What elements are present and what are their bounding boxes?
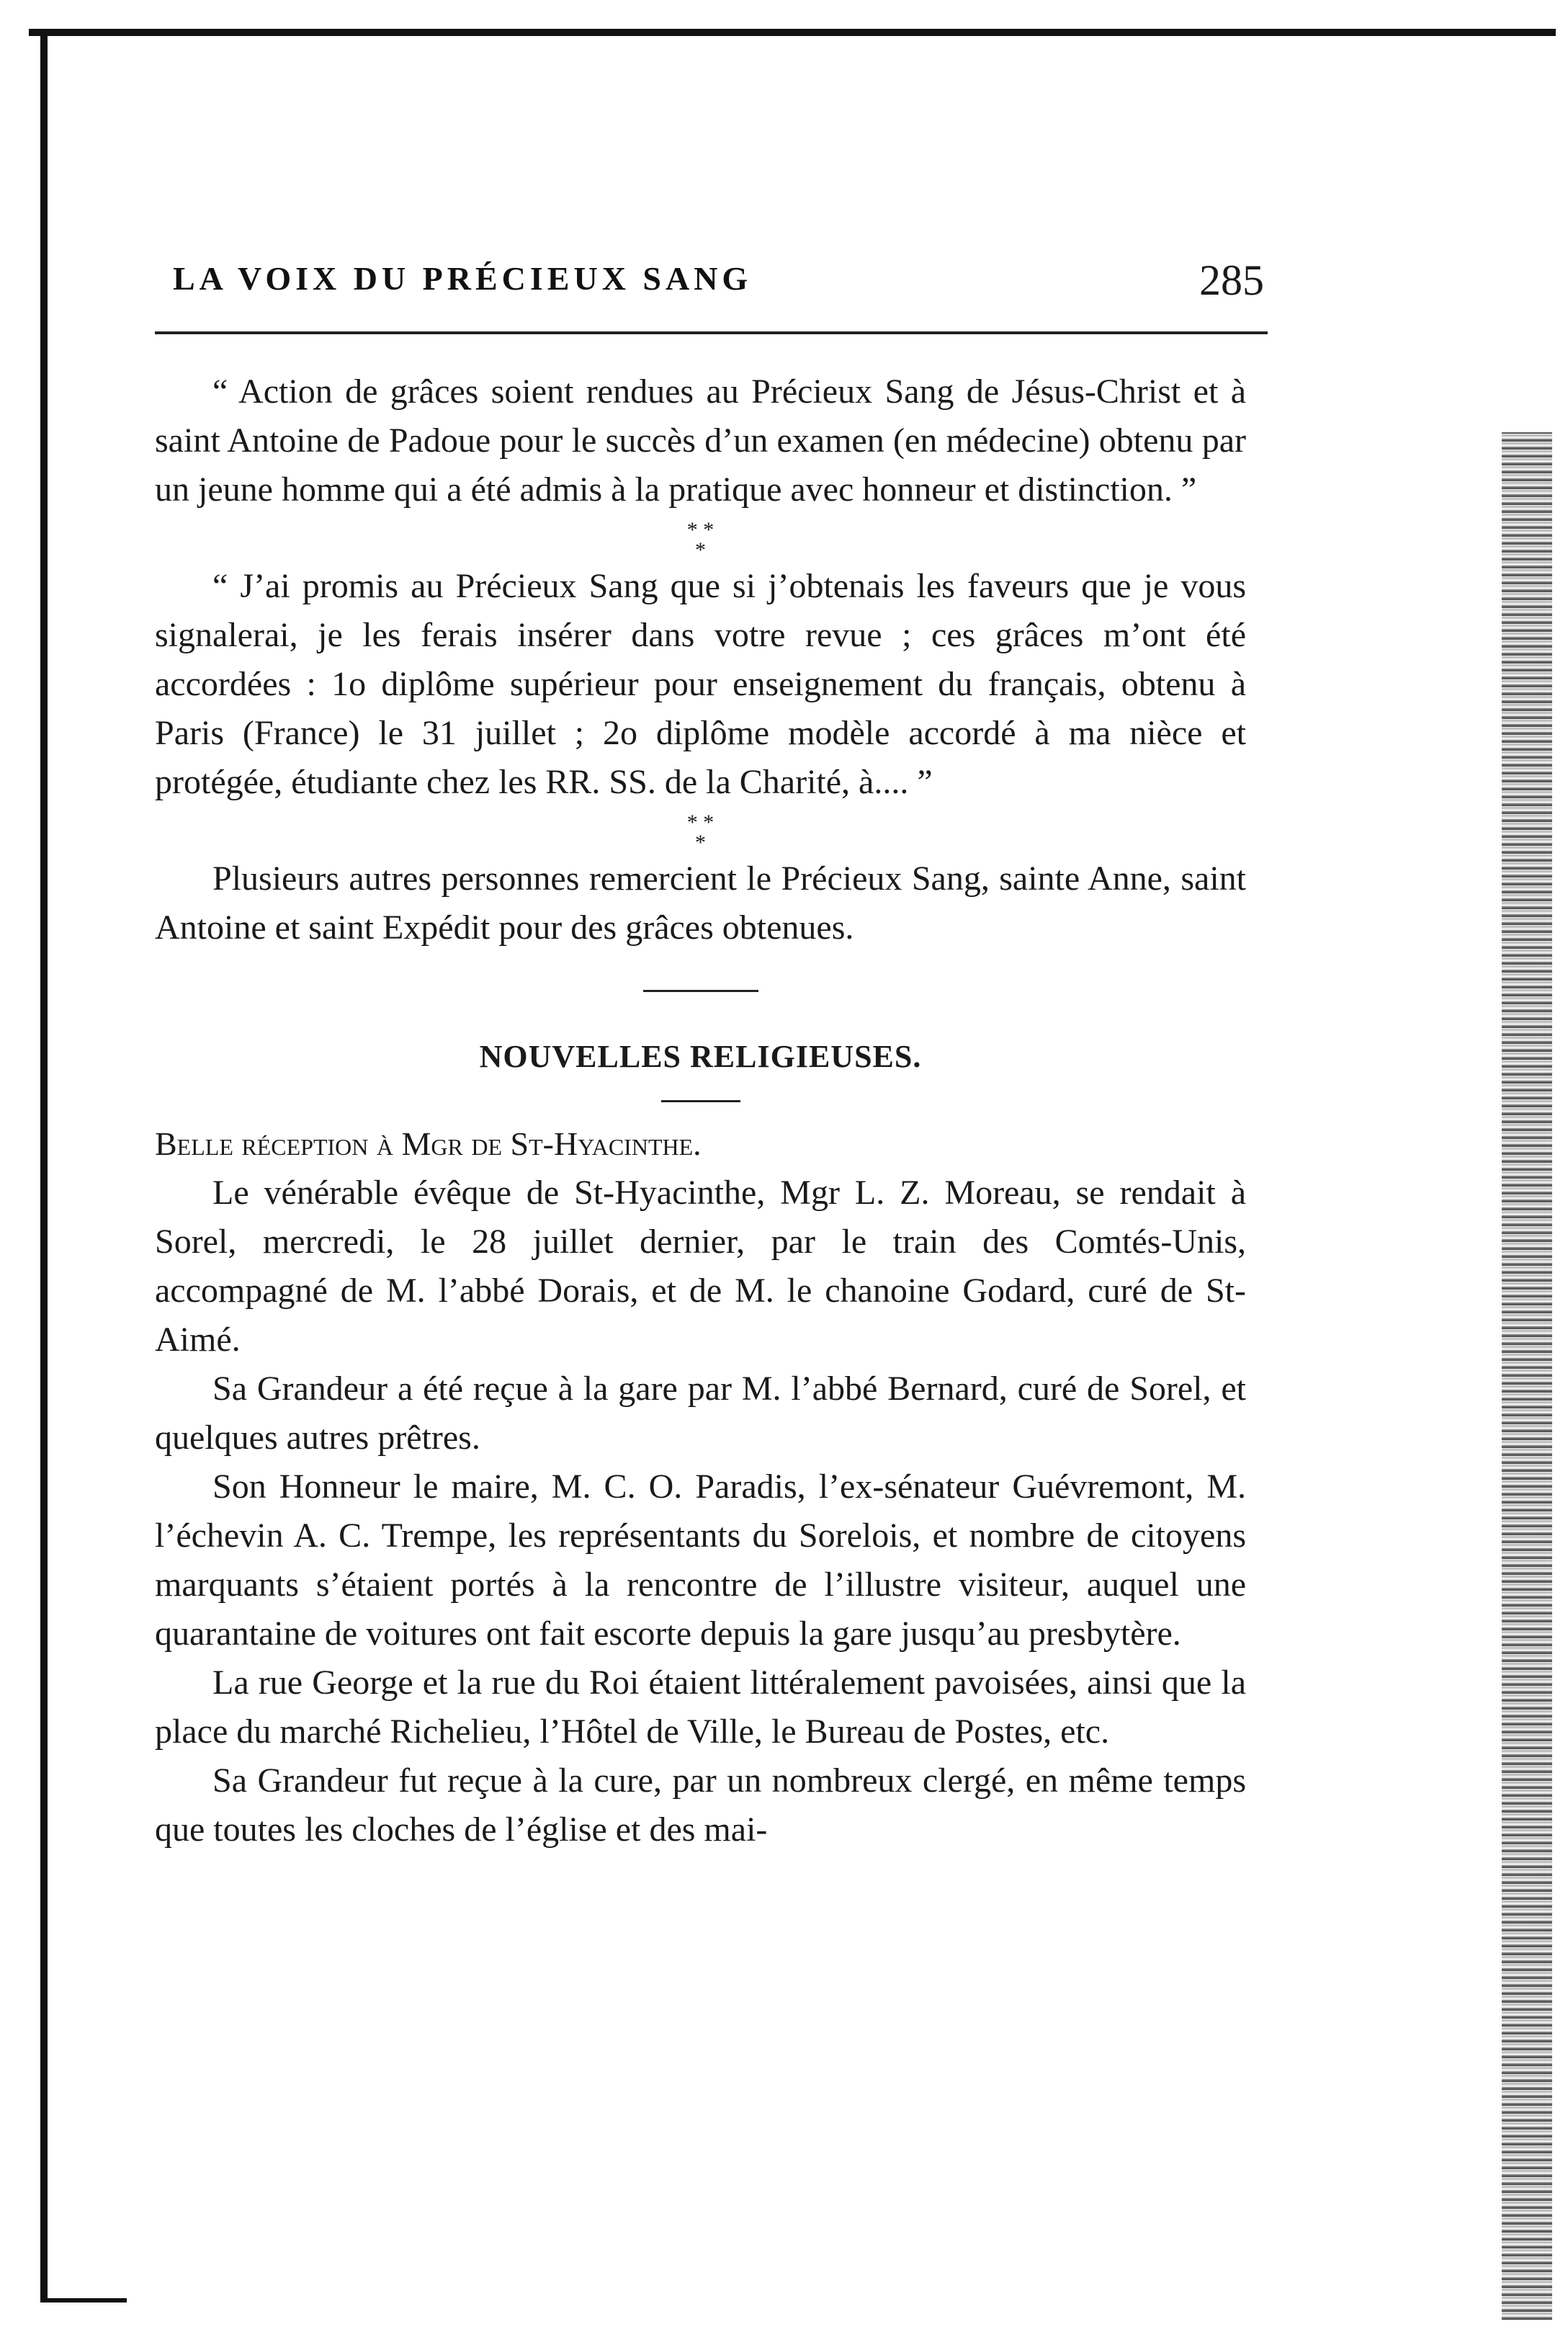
asterism-divider [155,810,1246,854]
section-rule [643,990,758,992]
asterism-bottom: * [695,538,706,562]
page-number: 285 [1199,256,1264,304]
article-paragraph: Sa Grandeur fut reçue à la cure, par un nombreux clergé, en même temps que toutes les cloches de l’église et des mai- [155,1761,1246,1849]
paragraph-thanks-3: Plusieurs autres personnes remercient le Précieux Sang, sainte Anne, saint Antoine et saint Expédit pour des grâces obtenues. [155,859,1246,947]
asterism-divider [155,520,1246,560]
article-paragraph: La rue George et la rue du Roi étaient littéralement pavoisées, ainsi que la place du marché Richelieu, l’Hôtel de Ville, le Bureau de Postes, etc. [155,1663,1246,1751]
running-title: LA VOIX DU PRÉCIEUX SANG [173,260,753,297]
asterism-bottom: * [695,831,706,854]
page-body [155,367,1246,1854]
title-rule [661,1100,740,1102]
asterism-top: * * [686,810,714,834]
running-head [155,256,1264,317]
article-paragraph: Son Honneur le maire, M. C. O. Paradis, l’ex-sénateur Guévremont, M. l’échevin A. C. Trempe, les représentants du Sorelois, et nombre de citoyens marquants s’étaient portés à la rencontre de l’illustre visiteur, auquel une quarantaine de voitures ont fait escorte depuis la gare jusqu’au presbytère. [155,1468,1246,1653]
book-page [155,256,1264,1849]
section-title: NOUVELLES RELIGIEUSES. [479,1039,922,1074]
header-rule [155,331,1268,334]
paragraph-thanks-2: “ J’ai promis au Précieux Sang que si j’obtenais les faveurs que je vous signalerai, je les ferais insérer dans votre revue ; ces grâces m’ont été accordées : 1o diplôme supérieur pour enseignement du français, obtenu à Paris (France) le 31 juillet ; 2o diplôme modèle accordé à ma nièce et protégée, étudiante chez les RR. SS. de la Charité, à.... ” [155,567,1246,801]
article-paragraph: Le vénérable évêque de St-Hyacinthe, Mgr L. Z. Moreau, se rendait à Sorel, mercredi, le 28 juillet dernier, par le train des Comtés-Unis, accompagné de M. l’abbé Dorais, et de M. le chanoine Godard, curé de St-Aimé. [155,1174,1246,1359]
asterism-top: * * [686,518,714,542]
scan-border-bottom [40,2298,127,2303]
article-paragraph: Sa Grandeur a été reçue à la gare par M. l’abbé Bernard, curé de Sorel, et quelques autres prêtres. [155,1370,1246,1457]
scan-border-left [40,29,48,2298]
article-subhead: Belle réception à Mgr de St-Hyacinthe. [155,1125,702,1162]
scan-border-right [1502,432,1552,2320]
scan-border-top [29,29,1556,36]
paragraph-thanks-1: “ Action de grâces soient rendues au Précieux Sang de Jésus-Christ et à saint Antoine de Padoue pour le succès d’un examen (en médecine) obtenu par un jeune homme qui a été admis à la pratique avec honneur et distinction. ” [155,372,1246,509]
